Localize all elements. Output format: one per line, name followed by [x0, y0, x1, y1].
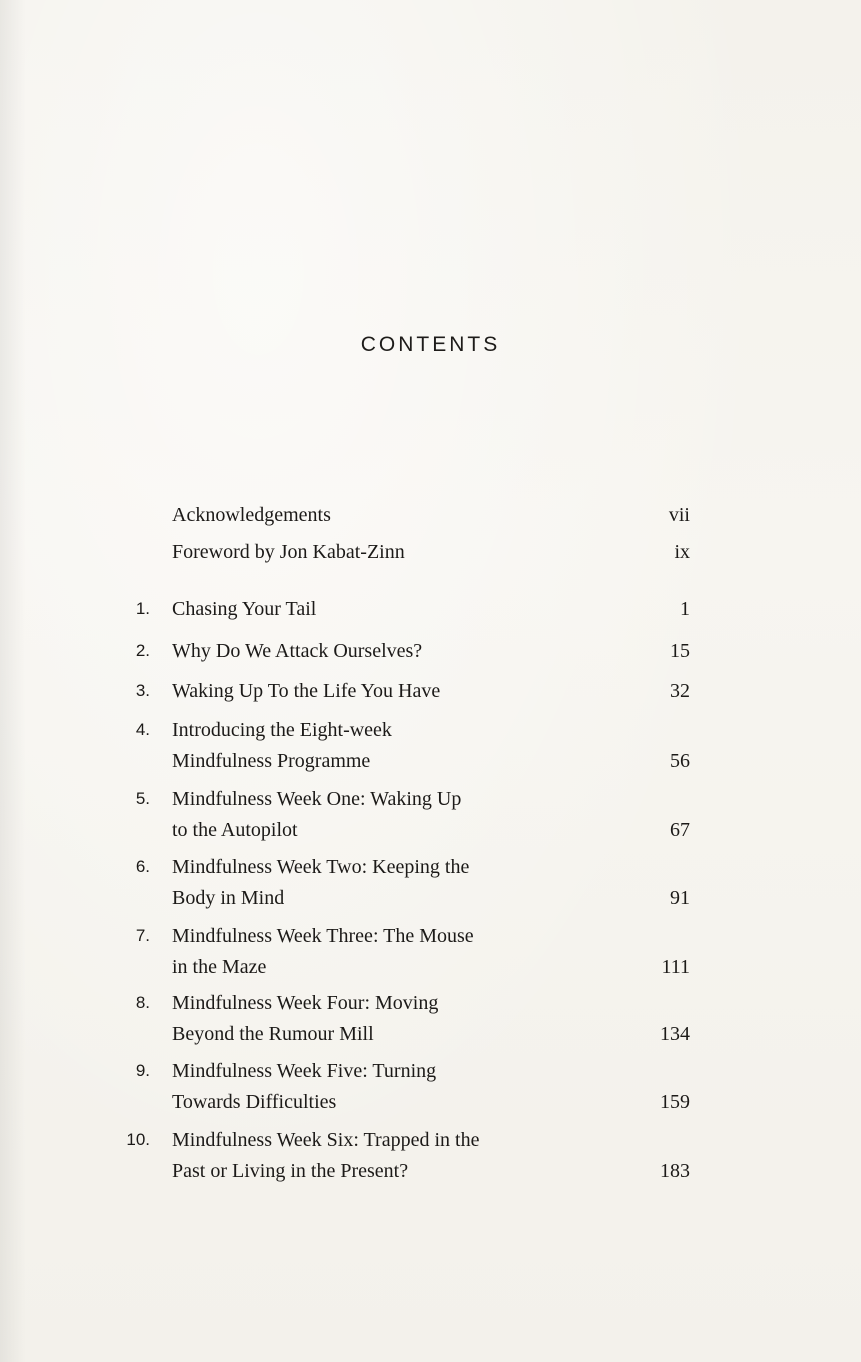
toc-entry-title-line-1: Mindfulness Week Three: The Mouse	[172, 925, 474, 947]
toc-entry-number: 8.	[135, 993, 150, 1012]
toc-entry-title-line-2: Past or Living in the Present?	[172, 1160, 409, 1182]
toc-entry-number: 7.	[135, 926, 150, 945]
toc-entry-title-line-1: Mindfulness Week Four: Moving	[172, 992, 439, 1014]
toc-entry-title-line-2: to the Autopilot	[172, 819, 298, 841]
toc-entry-number: 6.	[135, 857, 150, 876]
toc-entry-title-line-1: Introducing the Eight-week	[172, 719, 392, 741]
toc-entry-title-line-1: Mindfulness Week One: Waking Up	[172, 788, 462, 810]
toc-entry-page: 1	[680, 598, 690, 620]
toc-entry-title: Chasing Your Tail	[172, 598, 317, 620]
toc-entry-title-line-1: Mindfulness Week Two: Keeping the	[172, 856, 470, 878]
toc-entry-page: 67	[670, 819, 690, 841]
toc-entry-title-line-2: Mindfulness Programme	[172, 750, 371, 772]
toc-entry-number: 5.	[135, 789, 150, 808]
toc-entry-title-line-2: Body in Mind	[172, 887, 285, 909]
toc-entry-page: 183	[660, 1160, 690, 1182]
toc-entry-title: Waking Up To the Life You Have	[172, 680, 441, 702]
toc-entry-number: 10.	[126, 1130, 150, 1149]
toc-entry-page: 91	[670, 887, 690, 909]
toc-entry-page: 56	[670, 750, 690, 772]
toc-entry-title-line-2: in the Maze	[172, 956, 267, 978]
toc-entry-title-line-1: Mindfulness Week Five: Turning	[172, 1060, 437, 1082]
toc-entry-title: Why Do We Attack Ourselves?	[172, 640, 423, 662]
toc-entry-number: 1.	[135, 599, 150, 618]
toc-entry-page: ix	[674, 541, 690, 563]
toc-entry-page: 134	[660, 1023, 690, 1045]
toc-entry-page: 111	[661, 956, 690, 978]
toc-entry-number: 9.	[135, 1061, 150, 1080]
toc-entry-number: 4.	[135, 720, 150, 739]
toc-entry-title-line-2: Towards Difficulties	[172, 1091, 337, 1113]
toc-entry-title-line-2: Beyond the Rumour Mill	[172, 1023, 374, 1045]
contents-heading: CONTENTS	[360, 333, 501, 356]
toc-entry-title: Acknowledgements	[172, 504, 331, 526]
toc-entry-title: Foreword by Jon Kabat-Zinn	[172, 541, 405, 563]
toc-entry-page: 159	[660, 1091, 690, 1113]
toc-entry-number: 2.	[135, 641, 150, 660]
toc-entry-number: 3.	[135, 681, 150, 700]
toc-entry-page: 15	[670, 640, 690, 662]
toc-entry-page: 32	[670, 680, 690, 702]
toc-entry-title-line-1: Mindfulness Week Six: Trapped in the	[172, 1129, 480, 1151]
toc-entry-page: vii	[668, 504, 690, 526]
